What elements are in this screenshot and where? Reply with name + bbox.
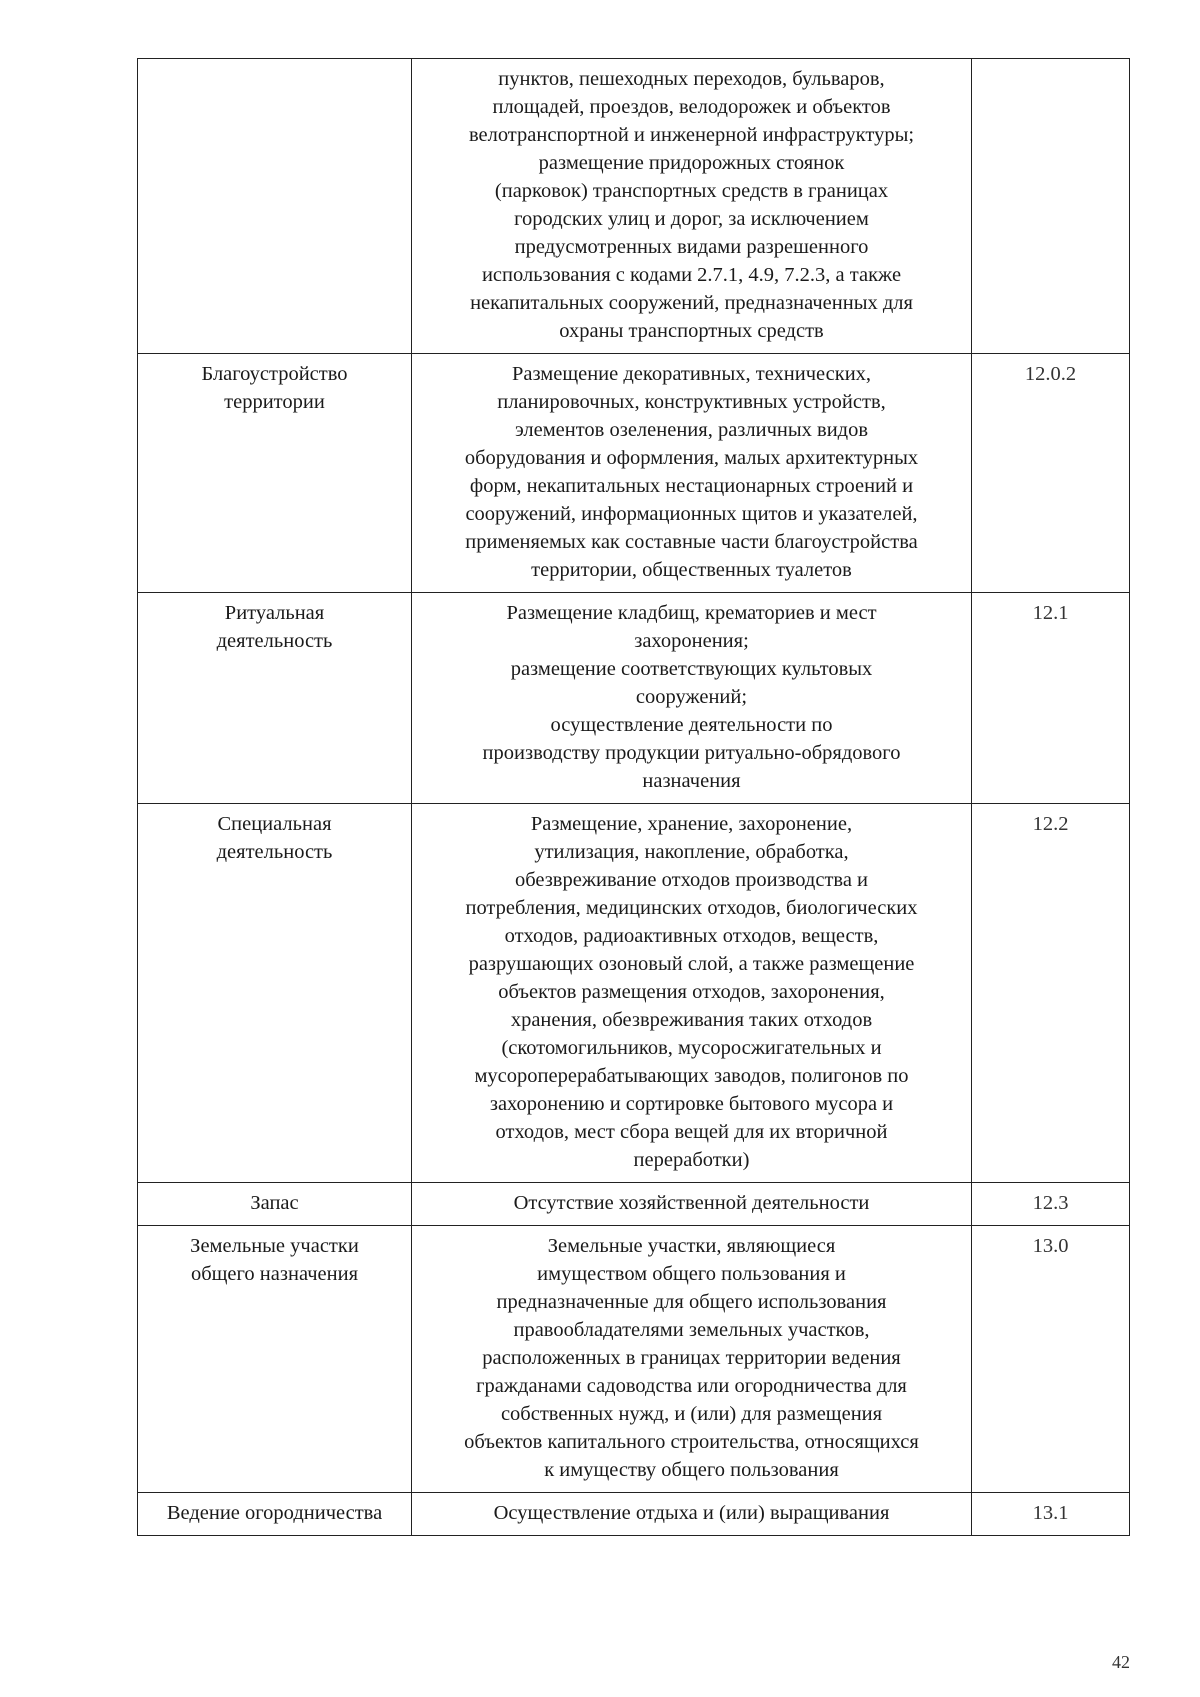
use-code: 12.0.2	[1024, 363, 1077, 385]
use-code: 12.3	[1032, 1192, 1069, 1214]
use-code: 12.1	[1032, 602, 1069, 624]
use-name-cell	[138, 59, 412, 354]
use-description-cell	[412, 354, 972, 593]
use-description: Размещение декоративных, технических, планировочных, конструктивных устройств, элементов озеленения, различных видов оборудования и оформления, малых архитектурных форм, некапитальных нестационарных строений и сооружений, информационных щитов и указателей, применяемых как составные части благоустройства территории, общественных туалетов	[464, 363, 919, 581]
use-description: Земельные участки, являющиеся имуществом общего пользования и предназначенные для общего использования правообладателями земельных участков, расположенных в границах территории ведения гражданами садоводства или огородничества для собственных нужд, и (или) для размещения объектов капитального строительства, относящихся к имуществу общего пользования	[464, 1235, 919, 1481]
use-code-cell	[972, 1493, 1130, 1536]
use-name-cell	[138, 1226, 412, 1493]
use-code-cell	[972, 59, 1130, 354]
use-code-cell	[972, 593, 1130, 804]
use-name: Специальная деятельность	[216, 813, 333, 863]
use-description: Осуществление отдыха и (или) выращивания	[493, 1502, 890, 1524]
use-code-cell	[972, 1183, 1130, 1226]
use-description: Отсутствие хозяйственной деятельности	[513, 1192, 870, 1214]
use-code-cell	[972, 1226, 1130, 1493]
use-name-cell	[138, 1493, 412, 1536]
use-description: Размещение кладбищ, крематориев и мест захоронения; размещение соответствующих культовых сооружений; осуществление деятельности по производству продукции ритуально-обрядового назначения	[482, 602, 901, 792]
use-code: 13.1	[1032, 1502, 1069, 1524]
use-name: Запас	[250, 1192, 299, 1214]
use-name-cell	[138, 593, 412, 804]
table-row	[138, 59, 1130, 354]
use-description-cell	[412, 593, 972, 804]
use-description-cell	[412, 1183, 972, 1226]
table-row	[138, 1493, 1130, 1536]
use-name: Ведение огородничества	[166, 1502, 383, 1524]
land-use-table-body	[138, 59, 1130, 1536]
use-code: 12.2	[1032, 813, 1069, 835]
table-row	[138, 593, 1130, 804]
use-name-cell	[138, 804, 412, 1183]
use-name-cell	[138, 1183, 412, 1226]
use-code-cell	[972, 804, 1130, 1183]
use-description-cell	[412, 804, 972, 1183]
use-name: Благоустройство территории	[201, 363, 348, 413]
use-description: Размещение, хранение, захоронение, утилизация, накопление, обработка, обезвреживание отходов производства и потребления, медицинских отходов, биологических отходов, радиоактивных отходов, веществ, разрушающих озоновый слой, а также размещение объектов размещения отходов, захоронения, хранения, обезвреживания таких отходов (скотомогильников, мусоросжигательных и мусороперерабатывающих заводов, полигонов по захоронению и сортировке бытового мусора и отходов, мест сбора вещей для их вторичной переработки)	[465, 813, 918, 1171]
land-use-table	[137, 58, 1130, 1536]
table-row	[138, 1183, 1130, 1226]
use-description-cell	[412, 1493, 972, 1536]
use-description-cell	[412, 59, 972, 354]
table-row	[138, 354, 1130, 593]
use-name: Земельные участки общего назначения	[190, 1235, 359, 1285]
page-number: 42	[1112, 1652, 1130, 1672]
use-description-cell	[412, 1226, 972, 1493]
use-code-cell	[972, 354, 1130, 593]
table-row	[138, 804, 1130, 1183]
use-description: пунктов, пешеходных переходов, бульваров, площадей, проездов, велодорожек и объектов велотранспортной и инженерной инфраструктуры; размещение придорожных стоянок (парковок) транспортных средств в границах городских улиц и дорог, за исключением предусмотренных видами разрешенного использования с кодами 2.7.1, 4.9, 7.2.3, а также некапитальных сооружений, предназначенных для охраны транспортных средств	[468, 68, 915, 342]
use-name: Ритуальная деятельность	[216, 602, 333, 652]
table-row	[138, 1226, 1130, 1493]
use-code: 13.0	[1032, 1235, 1069, 1257]
use-name-cell	[138, 354, 412, 593]
